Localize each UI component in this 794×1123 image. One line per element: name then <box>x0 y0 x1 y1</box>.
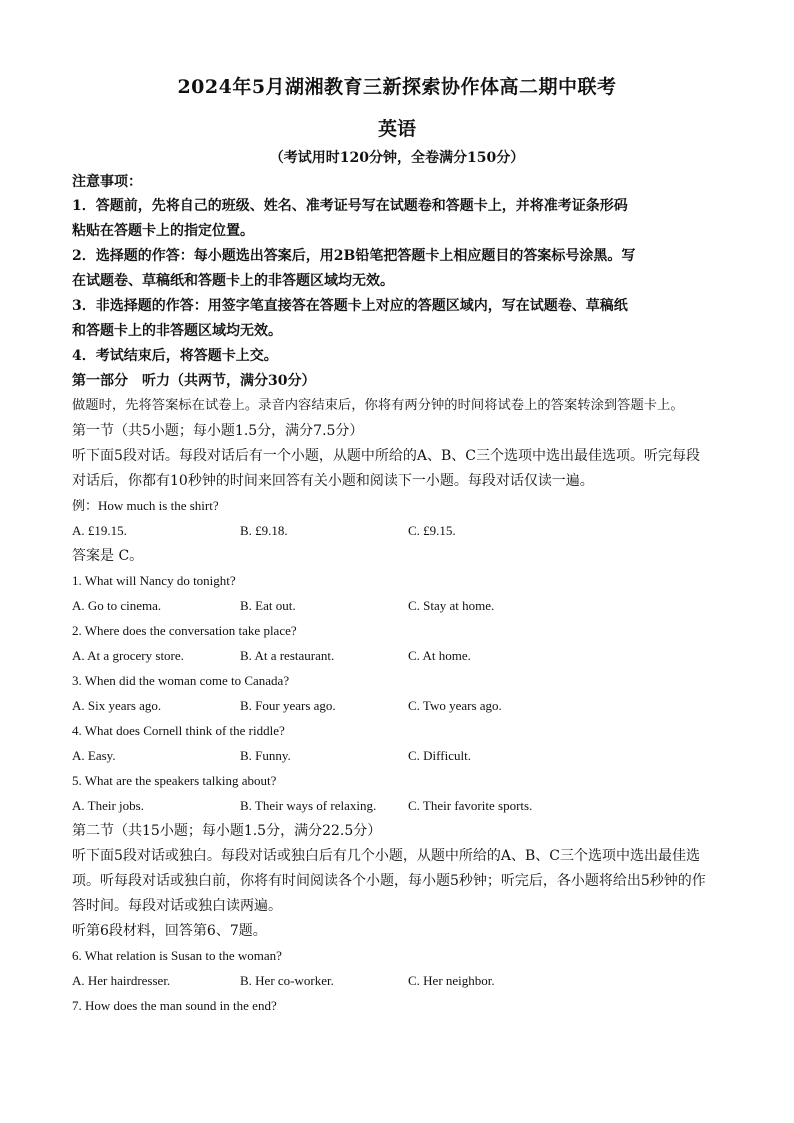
q4-option-b: B. Funny. <box>240 748 291 763</box>
note-line: 和答题卡上的非答题区域均无效。 <box>72 323 282 339</box>
question-5: 5. What are the speakers talking about? <box>72 773 277 788</box>
question-3: 3. When did the woman come to Canada? <box>72 673 290 688</box>
q1-option-c: C. Stay at home. <box>408 598 495 613</box>
q6-option-b: B. Her co-worker. <box>240 973 334 988</box>
section2-instruction: 项。听每段对话或独白前，你将有时间阅读各个小题，每小题5秒钟；听完后，各小题将给出5秒钟的作 <box>72 873 706 889</box>
section2-instruction: 答时间。每段对话或独白读两遍。 <box>72 898 282 914</box>
q1-option-a: A. Go to cinema. <box>72 598 162 613</box>
part1-heading: 第一部分 听力（共两节，满分30分） <box>72 373 316 389</box>
q6-option-a: A. Her hairdresser. <box>72 973 171 988</box>
note-line: 粘贴在答题卡上的指定位置。 <box>72 223 254 239</box>
q6-option-c: C. Her neighbor. <box>408 973 495 988</box>
note-line: 1．答题前，先将自己的班级、姓名、准考证号写在试题卷和答题卡上，并将准考证条形码 <box>72 198 628 214</box>
section1-instruction: 对话后，你都有10秒钟的时间来回答有关小题和阅读下一小题。每段对话仅读一遍。 <box>72 473 594 489</box>
section1-instruction: 听下面5段对话。每段对话后有一个小题，从题中所给的A、B、C三个选项中选出最佳选项。听完每段 <box>72 448 701 464</box>
example-answer: 答案是 C。 <box>72 548 144 564</box>
example-question: 例：How much is the shirt? <box>72 498 219 513</box>
q5-option-b: B. Their ways of relaxing. <box>240 798 377 813</box>
question-7: 7. How does the man sound in the end? <box>72 998 277 1013</box>
example-option-c: C. £9.15. <box>408 523 456 538</box>
q3-option-a: A. Six years ago. <box>72 698 162 713</box>
exam-info: （考试用时120分钟，全卷满分150分） <box>269 150 525 166</box>
q2-option-c: C. At home. <box>408 648 471 663</box>
note-line: 2．选择题的作答：每小题选出答案后，用2B铅笔把答题卡上相应题目的答案标号涂黑。写 <box>72 248 636 264</box>
section2-instruction: 听下面5段对话或独白。每段对话或独白后有几个小题，从题中所给的A、B、C三个选项中选出最佳选 <box>72 848 701 864</box>
q5-option-a: A. Their jobs. <box>72 798 144 813</box>
q3-option-b: B. Four years ago. <box>240 698 336 713</box>
note-line: 4．考试结束后，将答题卡上交。 <box>72 348 278 364</box>
q4-option-c: C. Difficult. <box>408 748 471 763</box>
exam-title: 2024年5月湖湘教育三新探索协作体高二期中联考 <box>177 76 617 98</box>
q1-option-b: B. Eat out. <box>240 598 296 613</box>
part1-intro: 做题时，先将答案标在试卷上。录音内容结束后，你将有两分钟的时间将试卷上的答案转涂到答题卡上。 <box>72 398 684 413</box>
note-line: 3．非选择题的作答：用签字笔直接答在答题卡上对应的答题区域内，写在试题卷、草稿纸 <box>72 298 628 314</box>
q5-option-c: C. Their favorite sports. <box>408 798 533 813</box>
note-line: 在试题卷、草稿纸和答题卡上的非答题区域均无效。 <box>72 273 394 289</box>
question-6: 6. What relation is Susan to the woman? <box>72 948 282 963</box>
question-1: 1. What will Nancy do tonight? <box>72 573 236 588</box>
question-4: 4. What does Cornell think of the riddle? <box>72 723 285 738</box>
notes-heading: 注意事项： <box>72 174 142 190</box>
q2-option-a: A. At a grocery store. <box>72 648 184 663</box>
example-option-a: A. £19.15. <box>72 523 127 538</box>
subject-title: 英语 <box>377 118 416 140</box>
section1-heading: 第一节（共5小题；每小题1.5分，满分7.5分） <box>72 423 364 439</box>
example-option-b: B. £9.18. <box>240 523 288 538</box>
section2-heading: 第二节（共15小题；每小题1.5分，满分22.5分） <box>72 823 382 839</box>
q3-option-c: C. Two years ago. <box>408 698 502 713</box>
q4-option-a: A. Easy. <box>72 748 116 763</box>
question-2: 2. Where does the conversation take place? <box>72 623 297 638</box>
q2-option-b: B. At a restaurant. <box>240 648 335 663</box>
material-6-heading: 听第6段材料，回答第6、7题。 <box>72 923 267 939</box>
